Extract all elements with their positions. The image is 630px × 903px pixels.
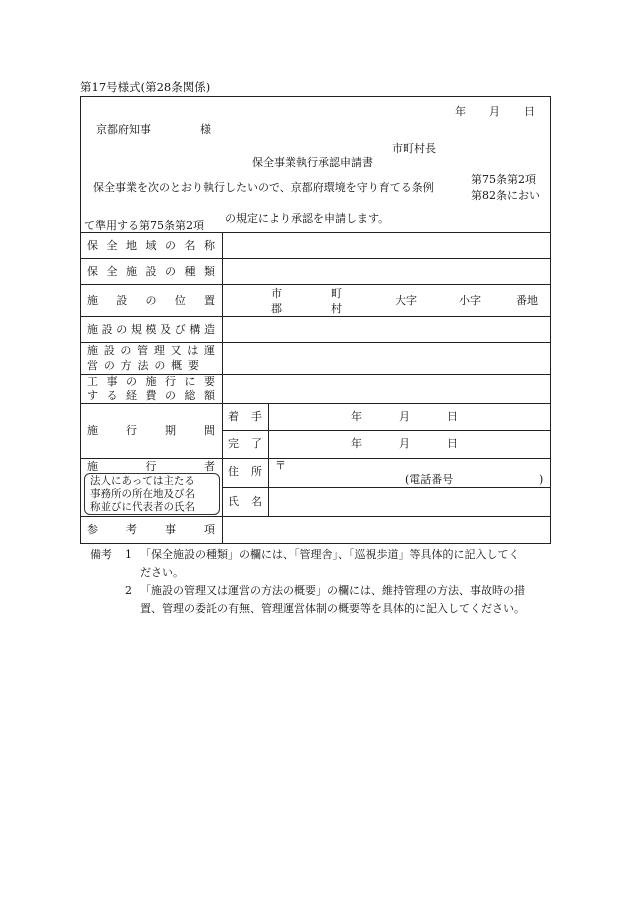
operator-note-3: 称並びに代表者の氏名 <box>90 501 195 513</box>
management-label-1: 施 設 の 管 理 又 は 運 <box>87 344 215 357</box>
scale-label: 施 設 の 規 模 及 び 構 造 <box>87 323 215 336</box>
form-title: 保全事業執行承認申請書 <box>252 156 373 169</box>
location-banchi: 番地 <box>516 294 538 307</box>
period-label: 施 行 期 間 <box>87 424 215 437</box>
period-start-year: 年 <box>351 410 362 423</box>
cost-label-1: 工 事 の 施 行 に 要 <box>87 375 215 388</box>
form-number: 第17号様式(第28条関係) <box>80 80 211 94</box>
location-town: 町 <box>331 287 342 300</box>
location-koaza: 小字 <box>459 294 481 307</box>
note-1-number: 1 <box>125 548 132 561</box>
location-county: 郡 <box>271 302 282 315</box>
addressee-suffix: 様 <box>200 123 211 136</box>
postal-mark: 〒 <box>275 459 286 472</box>
location-city: 市 <box>271 287 282 300</box>
note-2-line2: 置、管理の委託の有無、管理運営体制の概要等を具体的に記入してください。 <box>140 602 525 615</box>
statement-line1: 保全事業を次のとおり執行したいので、京都府環境を守り育てる条例 <box>93 181 434 194</box>
location-village: 村 <box>331 302 342 315</box>
period-end-month: 月 <box>399 437 410 450</box>
note-2-number: 2 <box>125 584 132 597</box>
statement-option-b: 第82条におい <box>471 189 540 202</box>
area-name-label: 保 全 地 域 の 名 称 <box>87 239 215 252</box>
facility-type-label: 保 全 施 設 の 種 類 <box>87 265 215 278</box>
note-1-line1: 「保全施設の種類」の欄には、「管理舎」、「巡視歩道」等具体的に記入してく <box>140 548 520 561</box>
location-oaza: 大字 <box>395 294 417 307</box>
management-label-2: 営 の 方 法 の 概 要 <box>87 359 199 372</box>
location-label: 施 設 の 位 置 <box>87 294 215 307</box>
applicant-title: 市町村長 <box>392 142 436 155</box>
addressee-name: 京都府知事 <box>96 123 151 136</box>
note-1-line2: ださい。 <box>140 566 184 579</box>
statement-option-b-cont: て準用する第75条第2項 <box>84 219 204 232</box>
period-start-day: 日 <box>447 410 458 423</box>
period-end-day: 日 <box>447 437 458 450</box>
period-start-label: 着 手 <box>228 410 262 423</box>
operator-address-label: 住 所 <box>228 465 262 478</box>
cost-label-2: す る 経 費 の 総 額 <box>87 389 215 402</box>
operator-note-1: 法人にあっては主たる <box>90 475 195 487</box>
statement-line2: の規定により承認を申請します。 <box>225 212 390 225</box>
date-year: 年 <box>455 105 466 118</box>
period-end-label: 完 了 <box>228 437 262 450</box>
note-2-line1: 「施設の管理又は運営の方法の概要」の欄には、維持管理の方法、事故時の措 <box>140 584 525 597</box>
remarks-label: 参 考 事 項 <box>87 523 215 536</box>
operator-name-label: 氏 名 <box>228 495 262 508</box>
phone-close: ) <box>539 473 544 486</box>
phone-label: (電話番号 <box>405 473 454 486</box>
operator-note-2: 事務所の所在地及び名 <box>90 488 195 500</box>
statement-option-a: 第75条第2項 <box>471 173 536 186</box>
operator-label: 施 行 者 <box>87 460 215 473</box>
period-end-year: 年 <box>351 437 362 450</box>
date-day: 日 <box>524 105 535 118</box>
date-month: 月 <box>489 105 500 118</box>
notes-label: 備考 <box>90 548 112 561</box>
period-start-month: 月 <box>399 410 410 423</box>
